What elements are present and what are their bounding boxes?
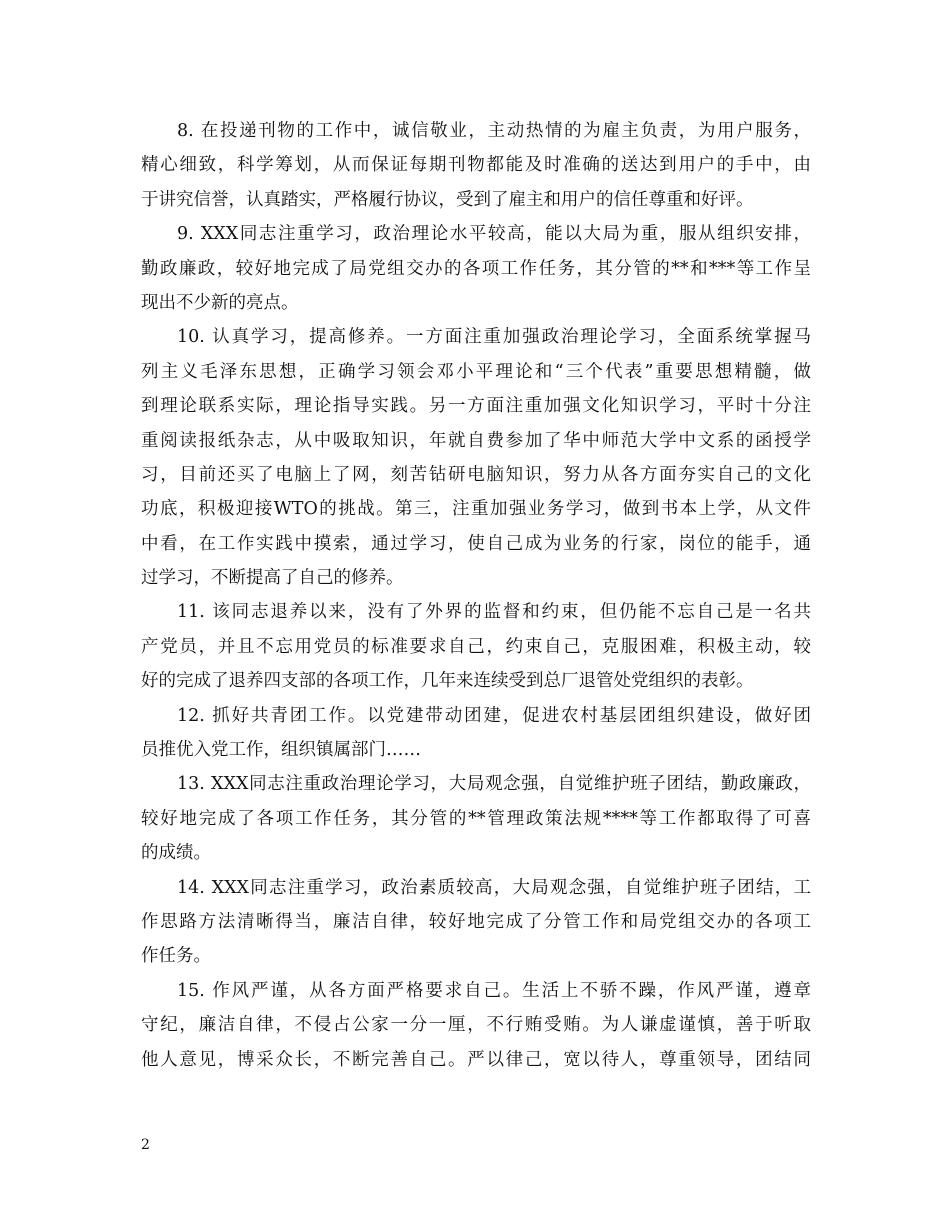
paragraph-13-line-2: 较好地完成了各项工作任务，其分管的**管理政策法规****等工作都取得了可喜 — [141, 808, 811, 829]
paragraph-15-line-3: 他人意见，博采众长，不断完善自己。严以律己，宽以待人，尊重领导，团结同 — [141, 1049, 811, 1070]
paragraph-14-line-1: 14. XXX同志注重学习，政治素质较高，大局观念强，自觉维护班子团结，工 — [177, 877, 811, 898]
paragraph-10-line-6: 功底，积极迎接WTO的挑战。第三，注重加强业务学习，做到书本上学，从文件 — [141, 499, 811, 520]
paragraph-9-line-2: 勤政廉政，较好地完成了局党组交办的各项工作任务，其分管的**和***等工作呈 — [141, 258, 811, 279]
paragraph-10-line-5: 习，目前还买了电脑上了网，刻苦钻研电脑知识，努力从各方面夯实自己的文化 — [141, 464, 811, 485]
paragraph-15-line-2: 守纪，廉洁自律，不侵占公家一分一厘，不行贿受贿。为人谦虚谨慎，善于听取 — [141, 1015, 811, 1036]
paragraph-12-line-2: 员推优入党工作，组织镇属部门…… — [141, 740, 421, 761]
page-number: 2 — [141, 1137, 150, 1153]
paragraph-10-line-1: 10. 认真学习，提高修养。一方面注重加强政治理论学习，全面系统掌握马 — [177, 327, 811, 348]
paragraph-11-line-2: 产党员，并且不忘用党员的标准要求自己，约束自己，克服困难，积极主动，较 — [141, 636, 811, 657]
paragraph-8-line-2: 精心细致，科学筹划，从而保证每期刊物都能及时准确的送达到用户的手中，由 — [141, 155, 811, 176]
paragraph-10-line-4: 重阅读报纸杂志，从中吸取知识，年就自费参加了华中师范大学中文系的函授学 — [141, 430, 811, 451]
paragraph-10-line-8: 过学习，不断提高了自己的修养。 — [141, 568, 404, 589]
paragraph-8-line-3: 于讲究信誉，认真踏实，严格履行协议，受到了雇主和用户的信任尊重和好评。 — [141, 189, 754, 210]
paragraph-14-line-2: 作思路方法清晰得当，廉洁自律，较好地完成了分管工作和局党组交办的各项工 — [141, 911, 811, 932]
paragraph-15-line-1: 15. 作风严谨，从各方面严格要求自己。生活上不骄不躁，作风严谨，遵章 — [177, 980, 811, 1001]
paragraph-9-line-3: 现出不少新的亮点。 — [141, 292, 299, 313]
paragraph-13-line-3: 的成绩。 — [141, 843, 211, 864]
paragraph-11-line-3: 好的完成了退养四支部的各项工作，几年来连续受到总厂退管处党组织的表彰。 — [141, 671, 754, 692]
paragraph-14-line-3: 作任务。 — [141, 946, 211, 967]
paragraph-9-line-1: 9. XXX同志注重学习，政治理论水平较高，能以大局为重，服从组织安排， — [177, 224, 811, 245]
document-body — [141, 114, 811, 1077]
paragraph-12-line-1: 12. 抓好共青团工作。以党建带动团建，促进农村基层团组织建设，做好团 — [177, 705, 811, 726]
paragraph-10-line-2: 列主义毛泽东思想，正确学习领会邓小平理论和“三个代表”重要思想精髓，做 — [141, 361, 811, 382]
paragraph-11-line-1: 11. 该同志退养以来，没有了外界的监督和约束，但仍能不忘自己是一名共 — [177, 602, 811, 623]
paragraph-8-line-1: 8. 在投递刊物的工作中，诚信敬业，主动热情的为雇主负责，为用户服务， — [177, 121, 811, 141]
paragraph-10-line-7: 中看，在工作实践中摸索，通过学习，使自己成为业务的行家，岗位的能手，通 — [141, 533, 811, 554]
paragraph-10-line-3: 到理论联系实际，理论指导实践。另一方面注重加强文化知识学习，平时十分注 — [141, 396, 811, 417]
paragraph-13-line-1: 13. XXX同志注重政治理论学习，大局观念强，自觉维护班子团结，勤政廉政， — [177, 774, 811, 795]
